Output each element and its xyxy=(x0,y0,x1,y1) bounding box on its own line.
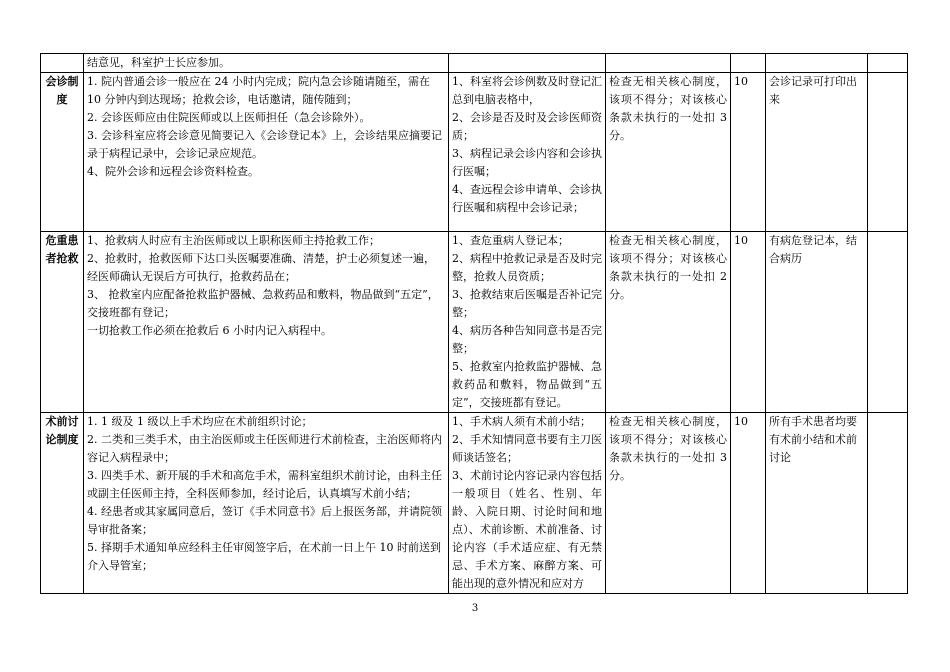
row-extra xyxy=(868,73,908,232)
row-requirements xyxy=(84,73,449,232)
row-score: 10 xyxy=(731,232,766,413)
row-checks xyxy=(449,54,606,73)
requirement-item: 2、抢救时，抢救医师下达口头医嘱要准确、清楚，护士必须复述一遍，经医师确认无误后方可执行，抢救药品在； xyxy=(87,252,435,283)
table-row xyxy=(41,73,908,232)
row-notes: 会诊记录可打印出来 xyxy=(766,73,868,232)
row-notes: 有病危登记本，结合病历 xyxy=(766,232,868,413)
check-item: 1、手术病人须有术前小结； xyxy=(452,415,591,428)
row-topic: 会诊制度 xyxy=(41,73,84,232)
row-topic: 术前讨论制度 xyxy=(41,413,84,594)
requirement-item: 1. 1 级及 1 级以上手术均应在术前组织讨论； xyxy=(87,415,313,428)
check-item: 4、病历各种告知同意书是否完整； xyxy=(452,324,602,355)
requirement-item: 3. 四类手术、新开展的手术和高危手术，需科室组织术前讨论，由科主任或副主任医师主持，全科医师参加，经讨论后，认真填写术前小结； xyxy=(87,469,442,500)
row-topic xyxy=(41,54,84,73)
row-score: 10 xyxy=(731,73,766,232)
row-checks xyxy=(449,413,606,594)
page-number: 3 xyxy=(471,603,479,614)
row-requirements xyxy=(84,413,449,594)
row-method: 检查无相关核心制度，该项不得分；对该核心条款未执行的一处扣 3 分。 xyxy=(606,413,731,594)
table-row xyxy=(41,413,908,594)
requirement-item: 4、院外会诊和远程会诊资料检查。 xyxy=(87,165,259,178)
row-topic: 危重患者抢救 xyxy=(41,232,84,413)
table-row xyxy=(41,232,908,413)
check-item: 4、查远程会诊申请单、会诊执行医嘱和病程中会诊记录； xyxy=(452,183,602,214)
check-item: 5、抢救室内抢救监护器械、急救药品和敷料，物品做到“五定”，交接班都有登记。 xyxy=(452,360,602,409)
requirement-item: 4. 经患者或其家属同意后，签订《手术同意书》后上报医务部，并请院领导审批备案； xyxy=(87,505,442,536)
row-checks xyxy=(449,73,606,232)
row-requirements xyxy=(84,232,449,413)
requirement-item: 3. 会诊科室应将会诊意见简要记入《会诊登记本》上，会诊结果应摘要记录于病程记录中，会诊记录应规范。 xyxy=(87,129,442,160)
requirement-item: 一切抢救工作必须在抢救后 6 小时内记入病程中。 xyxy=(87,324,332,337)
row-score: 10 xyxy=(731,413,766,594)
requirement-item: 2. 会诊医师应由住院医师或以上医师担任（急会诊除外）。 xyxy=(87,111,371,124)
row-extra xyxy=(868,54,908,73)
check-item: 3、抢救结束后医嘱是否补记完整； xyxy=(452,288,602,319)
row-method: 检查无相关核心制度，该项不得分；对该核心条款未执行的一处扣 2 分。 xyxy=(606,232,731,413)
row-extra xyxy=(868,413,908,594)
check-item: 1、科室将会诊例数及时登记汇总到电脑表格中， xyxy=(452,75,602,106)
check-item: 2、手术知情同意书要有主刀医师谈话签名； xyxy=(452,433,602,464)
requirement-item: 3、 抢救室内应配备抢救监护器械、急救药品和敷料，物品做到“五定”，交接班都有登记； xyxy=(87,288,439,319)
check-item: 3、病程记录会诊内容和会诊执行医嘱； xyxy=(452,147,602,178)
table-row xyxy=(41,54,908,73)
row-method: 检查无相关核心制度，该项不得分；对该核心条款未执行的一处扣 3 分。 xyxy=(606,73,731,232)
check-item: 2、病程中抢救记录是否及时完整，抢救人员资质； xyxy=(452,252,602,283)
requirement-item: 1、抢救病人时应有主治医师或以上职称医师主持抢救工作； xyxy=(87,234,380,247)
row-method xyxy=(606,54,731,73)
row-score xyxy=(731,54,766,73)
requirement-item: 结意见，科室护士长应参加。 xyxy=(87,56,230,69)
requirement-item: 2. 二类和三类手术，由主治医师或主任医师进行术前检查，主治医师将内容记入病程录中； xyxy=(87,433,442,464)
row-checks xyxy=(449,232,606,413)
requirement-item: 5. 择期手术通知单应经科主任审阅签字后，在术前一日上午 10 时前送到介入导管室； xyxy=(87,541,441,572)
check-item: 1、查危重病人登记本； xyxy=(452,234,569,247)
row-notes: 所有手术患者均要有术前小结和术前讨论 xyxy=(766,413,868,594)
check-item: 3、术前讨论内容记录内容包括一般项目（姓名、性别、年龄、入院日期、讨论时间和地点）、术前诊断、术前准备、讨论内容（手术适应症、有无禁忌、手术方案、麻醉方案、可能出现的意外情况和应对方 xyxy=(452,469,602,590)
check-item: 2、会诊是否及时及会诊医师资质； xyxy=(452,111,602,142)
row-requirements xyxy=(84,54,449,73)
assessment-table xyxy=(40,53,908,594)
row-extra xyxy=(868,232,908,413)
requirement-item: 1. 院内普通会诊一般应在 24 小时内完成；院内急会诊随请随至，需在 10 分钟内到达现场；抢救会诊，电话邀请，随传随到； xyxy=(87,75,430,106)
row-notes xyxy=(766,54,868,73)
